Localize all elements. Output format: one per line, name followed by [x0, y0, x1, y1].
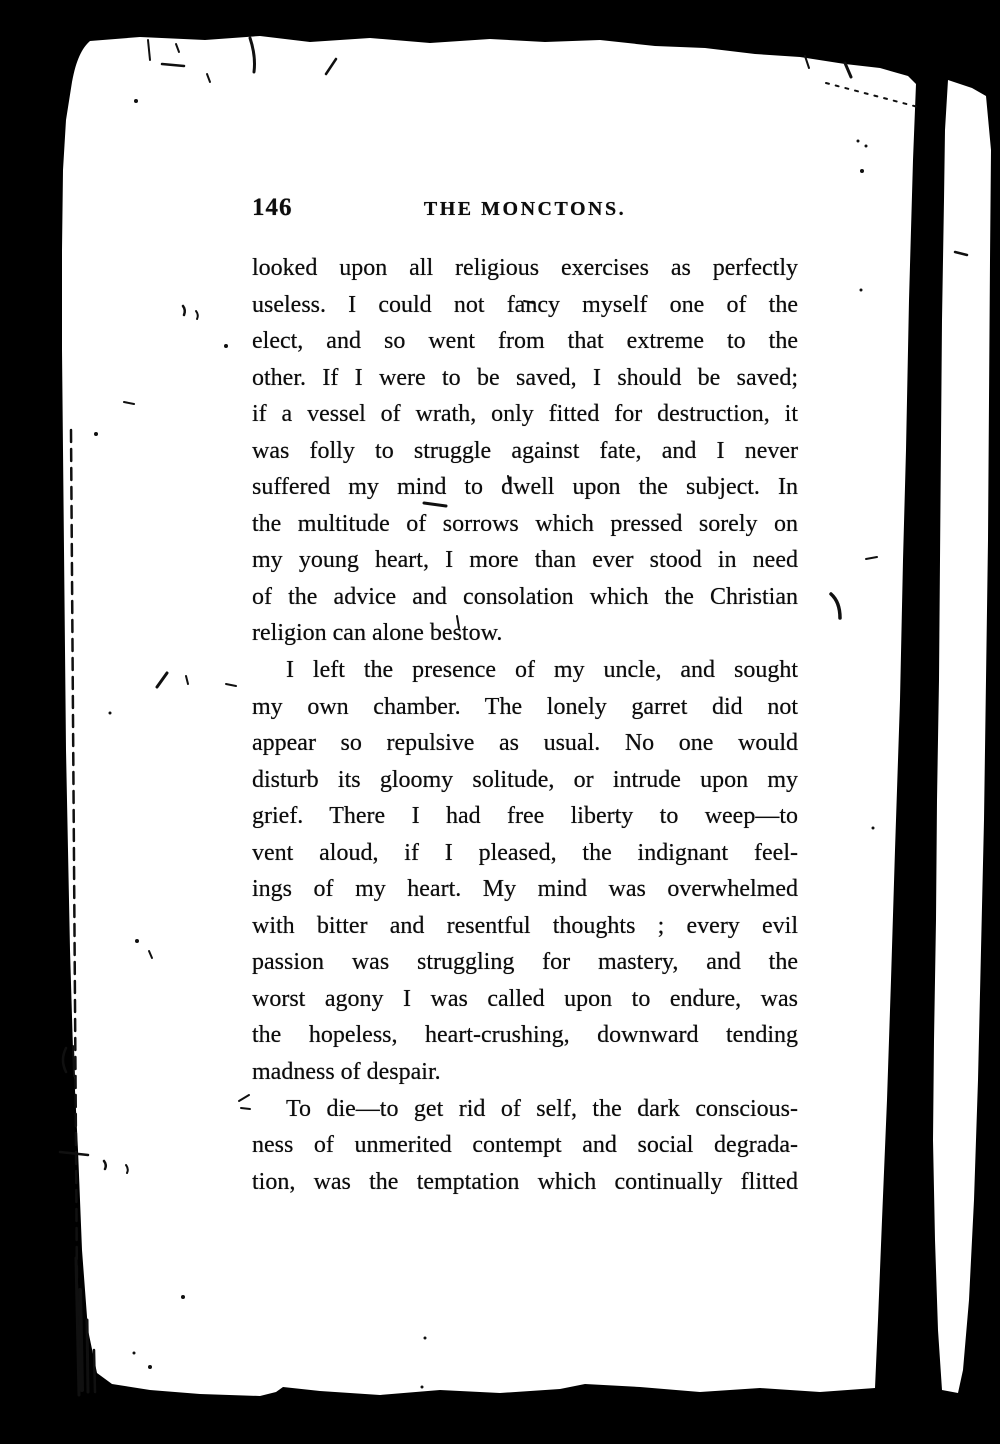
text-line: vent aloud, if I pleased, the indignant feel-	[252, 839, 798, 866]
text-line: religion can alone bestow.	[252, 620, 503, 647]
text-line: the hopeless, heart-crushing, downward tending	[252, 1022, 798, 1049]
text-line: of the advice and consolation which the Christian	[252, 583, 798, 610]
text-line: elect, and so went from that extreme to the	[252, 328, 798, 355]
text-line: passion was struggling for mastery, and the	[252, 949, 798, 976]
text-line: madness of despair.	[252, 1059, 441, 1086]
text-line: my own chamber. The lonely garret did not	[252, 693, 798, 720]
text-line: worst agony I was called upon to endure, was	[252, 985, 798, 1012]
text-line: I left the presence of my uncle, and sought	[286, 657, 798, 684]
text-line: useless. I could not fancy myself one of the	[252, 291, 798, 318]
text-line: ness of unmerited contempt and social degrada-	[252, 1132, 798, 1159]
running-title: THE MONCTONS.	[423, 198, 627, 220]
text-line: with bitter and resentful thoughts ; every evil	[252, 912, 798, 939]
text-line: appear so repulsive as usual. No one would	[252, 730, 798, 757]
text-line: tion, was the temptation which continually flitted	[252, 1168, 798, 1195]
text-line: was folly to struggle against fate, and I never	[252, 437, 798, 464]
text-line: other. If I were to be saved, I should be saved;	[252, 364, 798, 391]
text-line: ings of my heart. My mind was overwhelmed	[252, 876, 798, 903]
text-line: if a vessel of wrath, only fitted for destruction, it	[252, 401, 798, 428]
text-line: grief. There I had free liberty to weep—to	[252, 803, 798, 830]
text-line: suffered my mind to dwell upon the subject. In	[252, 474, 798, 501]
text-line: To die—to get rid of self, the dark conscious-	[286, 1095, 798, 1122]
body-text	[252, 250, 798, 1200]
text-line: my young heart, I more than ever stood in need	[252, 547, 798, 574]
text-line: the multitude of sorrows which pressed sorely on	[252, 510, 798, 537]
text-line: disturb its gloomy solitude, or intrude upon my	[252, 766, 798, 793]
text-line: looked upon all religious exercises as perfectly	[252, 255, 798, 281]
page-number: 146	[252, 194, 293, 221]
